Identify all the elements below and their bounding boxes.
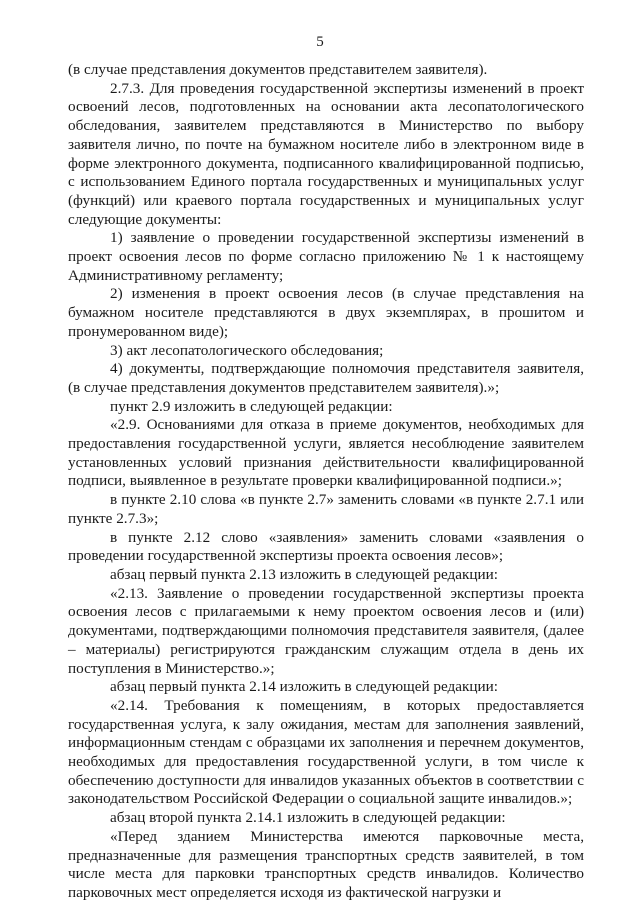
paragraph: пункт 2.9 изложить в следующей редакции: <box>110 397 393 415</box>
paragraph: «2.13. Заявление о проведении государственной экспертизы проекта освоения лесов с прилагаемыми к нему проектом освоения лесов и (или) документами, подтверждающими полномочия представителя заявителя, (далее – материалы) регистрируются гражданским служащим отдела в день их поступления в Министерство.»; <box>68 584 584 677</box>
page-number: 5 <box>316 34 324 50</box>
paragraph: абзац первый пункта 2.14 изложить в следующей редакции: <box>110 678 498 696</box>
paragraph: (в случае представления документов представителем заявителя). <box>68 61 488 78</box>
document-body <box>68 61 584 903</box>
paragraph: «2.14. Требования к помещениям, в которых предоставляется государственная услуга, к залу ожидания, местам для заполнения заявлений, информационным стендам с образцами их заполнения и перечнем документов, необходимых для предоставления государственной услуги, в том числе к обеспечению доступности для инвалидов указанных объектов в соответствии с законодательством Российской Федерации о социальной защите инвалидов.»; <box>68 696 584 808</box>
paragraph: абзац второй пункта 2.14.1 изложить в следующей редакции: <box>110 809 506 827</box>
paragraph: 2.7.3. Для проведения государственной экспертизы изменений в проект освоений лесов, подготовленных на основании акта лесопатологического обследования, заявителем представляются в Министерство по выбору заявителя лично, по почте на бумажном носителе либо в электронном виде в форме электронного документа, подписанного квалифицированной подписью, с использованием Единого портала государственных и муниципальных услуг (функций) или краевого портала государственных и муниципальных услуг следующие документы: <box>68 79 584 228</box>
paragraph: 2) изменения в проект освоения лесов (в случае представления на бумажном носителе представляются в двух экземплярах, в прошитом и пронумерованном виде); <box>68 285 584 340</box>
paragraph: «2.9. Основаниями для отказа в приеме документов, необходимых для предоставления государственной услуги, является несоблюдение заявителем установленных условий признания действительности квалифицированной подписи, выявленное в результате проверки квалифицированной подписи.»; <box>68 416 584 490</box>
paragraph: 3) акт лесопатологического обследования; <box>110 341 384 359</box>
paragraph: 1) заявление о проведении государственной экспертизы изменений в проект освоения лесов по форме согласно приложению № 1 к настоящему Административному регламенту; <box>68 229 584 284</box>
paragraph: в пункте 2.10 слова «в пункте 2.7» заменить словами «в пункте 2.7.1 или пункте 2.7.3»; <box>68 491 584 527</box>
paragraph: в пункте 2.12 слово «заявления» заменить словами «заявления о проведении государственной экспертизы проекта освоения лесов»; <box>68 528 584 565</box>
paragraph: 4) документы, подтверждающие полномочия представителя заявителя, (в случае представления документов представителем заявителя).»; <box>68 360 584 396</box>
paragraph: абзац первый пункта 2.13 изложить в следующей редакции: <box>110 565 498 583</box>
paragraph: «Перед зданием Министерства имеются парковочные места, предназначенные для размещения транспортных средств заявителей, в том числе места для парковки транспортных средств инвалидов. Количество парковочных мест определяется исходя из фактической нагрузки и <box>68 827 584 901</box>
